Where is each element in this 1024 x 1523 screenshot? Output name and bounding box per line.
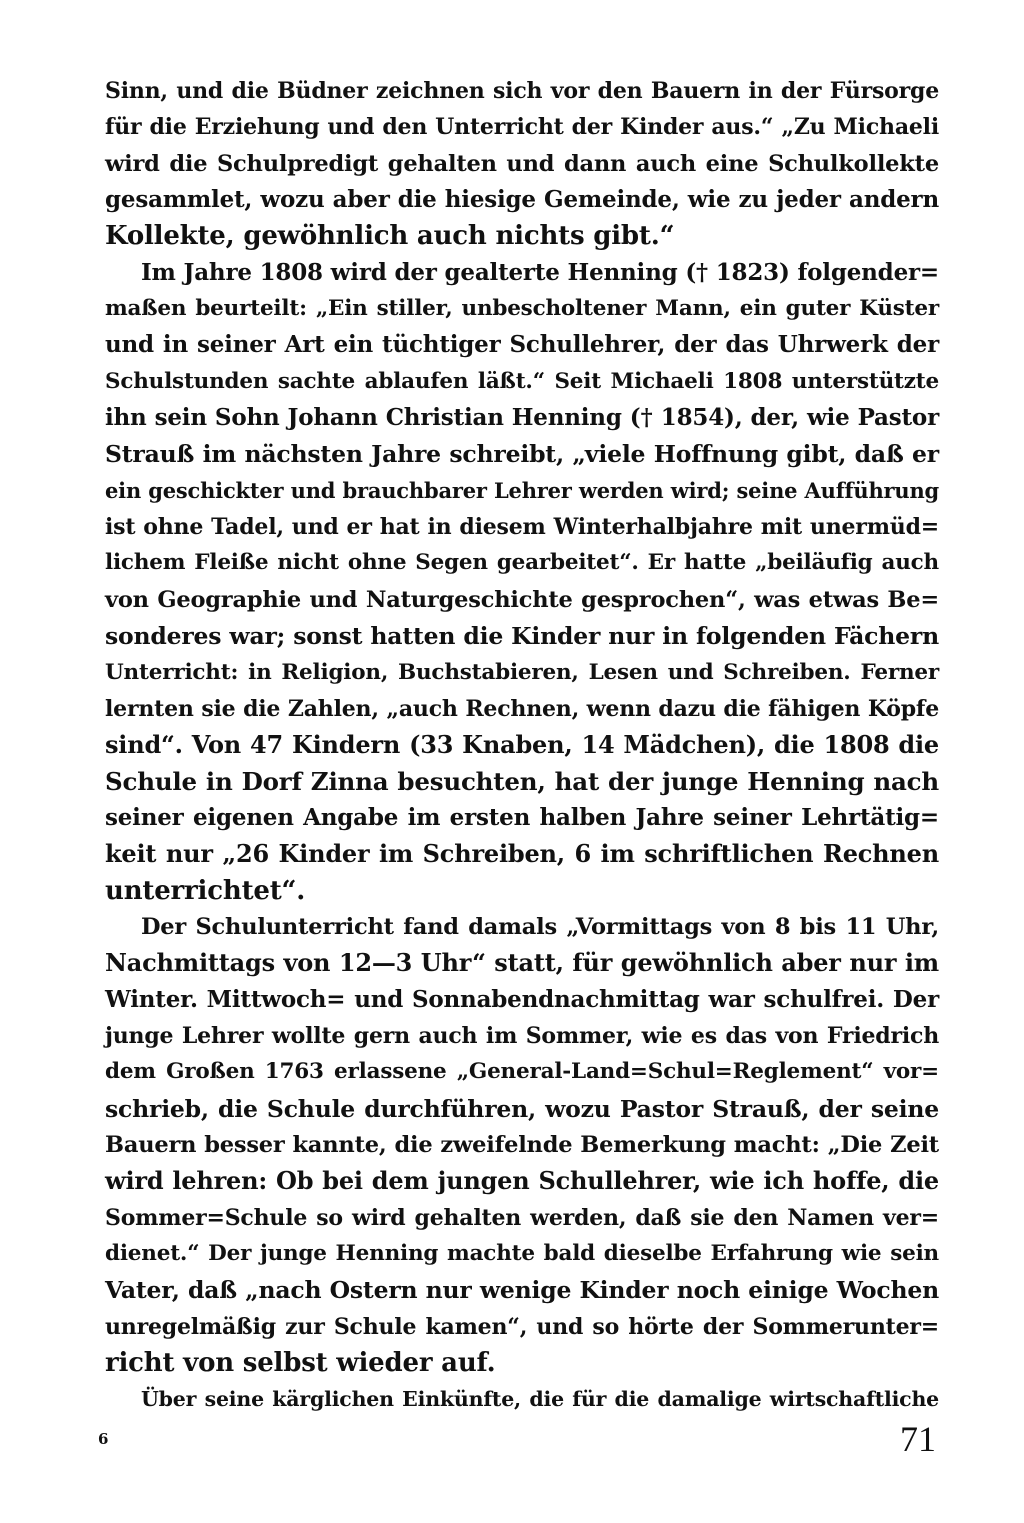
text-line: maßen beurteilt: „Ein stiller, unbescholtener Mann, ein guter Küster <box>105 296 939 322</box>
text-line: unregelmäßig zur Schule kamen“, und so hörte der Sommerunter= <box>105 1313 939 1340</box>
text-line: Bauern besser kannte, die zweifelnde Bemerkung macht: „Die Zeit <box>105 1131 939 1158</box>
signature-mark: 6 <box>98 1430 109 1448</box>
text-line: wird die Schulpredigt gehalten und dann auch eine Schulkollekte <box>105 150 939 177</box>
text-line: Sinn, und die Büdner zeichnen sich vor den Bauern in der Fürsorge <box>105 78 939 104</box>
text-line: Unterricht: in Religion, Buchstabieren, Lesen und Schreiben. Ferner <box>105 659 939 685</box>
text-line: gesammlet, wozu aber die hiesige Gemeinde, wie zu jeder andern <box>105 186 939 214</box>
text-line: ihn sein Sohn Johann Christian Henning († 1854), der, wie Pastor <box>105 404 939 432</box>
body-text <box>105 73 939 1418</box>
text-line: sind“. Von 47 Kindern (33 Knaben, 14 Mädchen), die 1808 die <box>105 730 939 760</box>
text-line: richt von selbst wieder auf. <box>105 1348 496 1379</box>
text-line: für die Erziehung und den Unterricht der Kinder aus.“ „Zu Michaeli <box>105 114 939 141</box>
text-line: wird lehren: Ob bei dem jungen Schullehrer, wie ich hoffe, die <box>105 1166 939 1196</box>
text-line: sonderes war; sonst hatten die Kinder nur in folgenden Fächern <box>105 622 939 651</box>
text-line: ein geschickter und brauchbarer Lehrer werden wird; seine Aufführung <box>105 477 939 503</box>
text-line: Kollekte, gewöhnlich auch nichts gibt.“ <box>105 221 675 252</box>
text-line: dienet.“ Der junge Henning machte bald dieselbe Erfahrung wie sein <box>105 1241 939 1266</box>
text-line: Über seine kärglichen Einkünfte, die für die damalige wirtschaftliche <box>141 1387 939 1412</box>
text-line: junge Lehrer wollte gern auch im Sommer, wie es das von Friedrich <box>105 1022 939 1049</box>
text-line: Winter. Mittwoch= und Sonnabendnachmittag war schulfrei. Der <box>105 985 939 1013</box>
text-line: unterrichtet“. <box>105 875 306 906</box>
text-line: und in seiner Art ein tüchtiger Schullehrer, der das Uhrwerk der <box>105 331 939 359</box>
text-line: Vater, daß „nach Ostern nur wenige Kinder noch einige Wochen <box>105 1276 939 1305</box>
text-line: Nachmittags von 12—3 Uhr“ statt, für gewöhnlich aber nur im <box>105 948 939 978</box>
text-line: schrieb, die Schule durchführen, wozu Pastor Strauß, der seine <box>105 1094 939 1123</box>
text-line: von Geographie und Naturgeschichte gesprochen“, was etwas Be= <box>105 586 939 613</box>
text-line: Schule in Dorf Zinna besuchten, hat der junge Henning nach <box>105 766 939 796</box>
text-line: lichem Fleiße nicht ohne Segen gearbeitet“. Er hatte „beiläufig auch <box>105 550 939 576</box>
text-line: lernten sie die Zahlen, „auch Rechnen, wenn dazu die fähigen Köpfe <box>105 695 939 722</box>
text-line: Sommer=Schule so wird gehalten werden, daß sie den Namen ver= <box>105 1204 939 1231</box>
text-line: Strauß im nächsten Jahre schreibt, „viele Hoffnung gibt, daß er <box>105 440 939 469</box>
text-line: keit nur „26 Kinder im Schreiben, 6 im schriftlichen Rechnen <box>105 839 939 869</box>
text-line: seiner eigenen Angabe im ersten halben Jahre seiner Lehrtätig= <box>105 803 939 831</box>
text-line: ist ohne Tadel, und er hat in diesem Winterhalbjahre mit unermüd= <box>105 514 939 541</box>
text-line: dem Großen 1763 erlassene „General-Land=Schul=Reglement“ vor= <box>105 1059 939 1085</box>
page-number: 71 <box>900 1419 936 1459</box>
text-line: Schulstunden sachte ablaufen läßt.“ Seit Michaeli 1808 unterstützte <box>105 368 939 394</box>
text-line: Im Jahre 1808 wird der gealterte Henning († 1823) folgender= <box>141 258 939 286</box>
text-line: Der Schulunterricht fand damals „Vormittags von 8 bis 11 Uhr, <box>141 913 939 940</box>
